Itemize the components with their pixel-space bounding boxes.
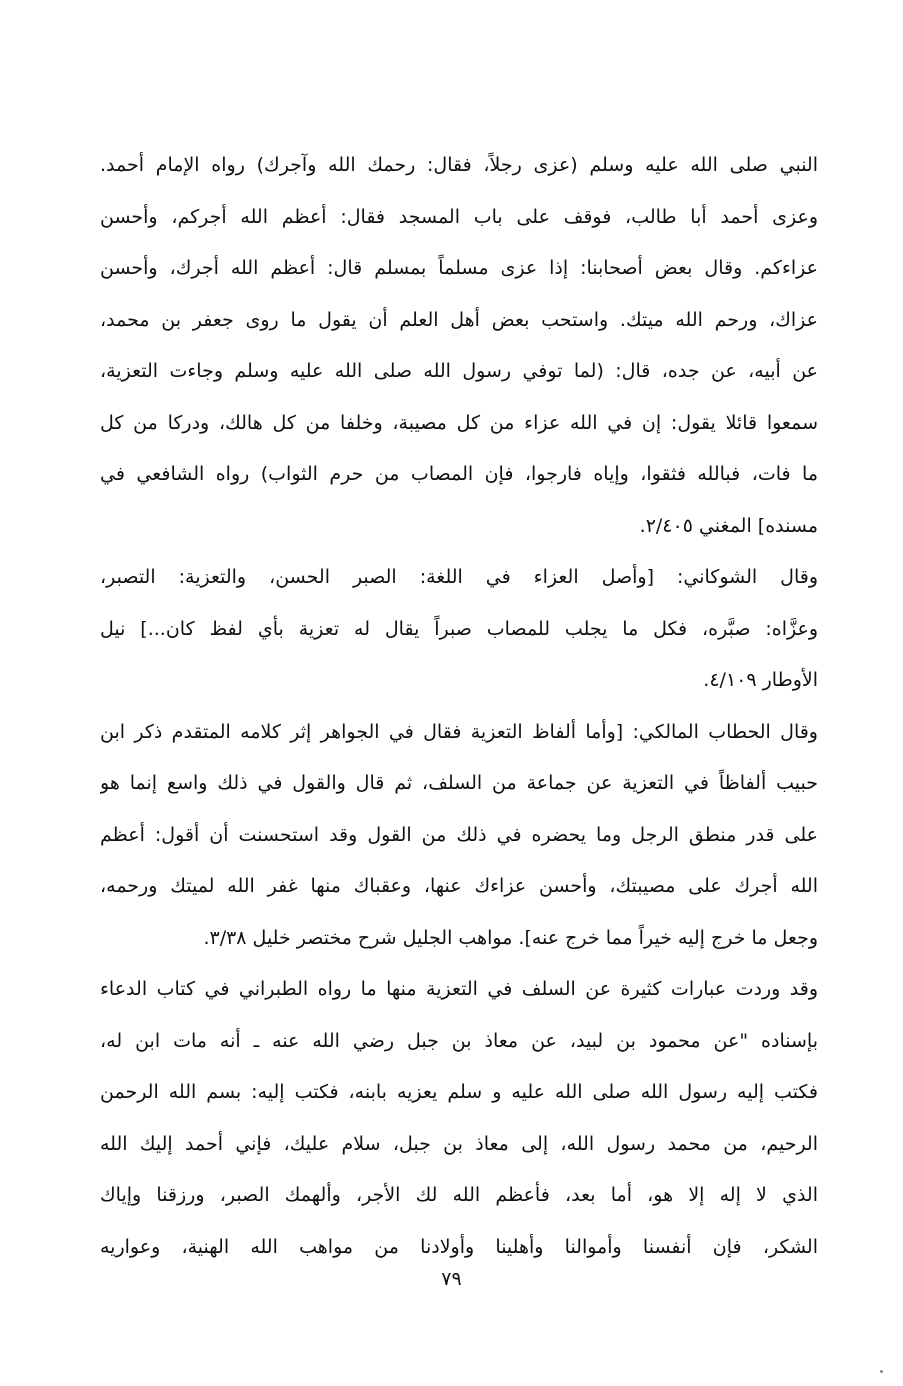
text-line: الذي لا إله إلا هو، أما بعد، فأعظم الله لك الأجر، وألهمك الصبر، ورزقنا وإياك (100, 1184, 818, 1206)
text-line: الله أجرك على مصيبتك، وأحسن عزاءك عنها، وعقباك منها غفر الله لميتك ورحمه، (100, 875, 818, 897)
text-line: وقال الشوكاني: [وأصل العزاء في اللغة: الصبر الحسن، والتعزية: التصبر، (100, 566, 818, 588)
text-line: على قدر منطق الرجل وما يحضره في ذلك من القول وقد استحسنت أن أقول: أعظم (100, 823, 818, 846)
body-text (100, 140, 818, 1273)
text-line: النبي صلى الله عليه وسلم (عزى رجلاً، فقال: رحمك الله وآجرك) رواه الإمام أحمد. (100, 154, 818, 176)
text-line: وعزَّاه: صبَّره، فكل ما يجلب للمصاب صبراً يقال له تعزية بأي لفظ كان...] نيل (100, 617, 818, 640)
page-number: ٧٩ (441, 1268, 462, 1290)
scan-speck (880, 1370, 883, 1373)
text-line: ما فات، فبالله فثقوا، وإياه فارجوا، فإن المصاب من حرم الثواب) رواه الشافعي في (100, 463, 818, 485)
text-line: بإسناده "عن محمود بن لبيد، عن معاذ بن جبل رضي الله عنه ـ أنه مات ابن له، (100, 1029, 818, 1052)
text-line: وقال الحطاب المالكي: [وأما ألفاظ التعزية فقال في الجواهر إثر كلامه المتقدم ذكر ابن (100, 720, 818, 743)
text-line: حبيب ألفاظاً في التعزية عن جماعة من السلف، ثم قال والقول في ذلك واسع إنما هو (100, 772, 818, 794)
text-line: وقد وردت عبارات كثيرة عن السلف في التعزية منها ما رواه الطبراني في كتاب الدعاء (100, 978, 818, 1000)
text-line: وعزى أحمد أبا طالب، فوقف على باب المسجد فقال: أعظم الله أجركم، وأحسن (100, 205, 818, 228)
text-line: الأوطار ٤/١٠٩. (703, 669, 818, 691)
text-line: عزاك، ورحم الله ميتك. واستحب بعض أهل العلم أن يقول ما روى جعفر بن محمد، (100, 308, 818, 331)
text-line: عزاءكم. وقال بعض أصحابنا: إذا عزى مسلماً بمسلم قال: أعظم الله أجرك، وأحسن (100, 257, 818, 279)
text-line: وجعل ما خرج إليه خيراً مما خرج عنه]. مواهب الجليل شرح مختصر خليل ٣/٣٨. (203, 926, 818, 949)
text-line: فكتب إليه رسول الله صلى الله عليه و سلم يعزيه بابنه، فكتب إليه: بسم الله الرحمن (100, 1081, 818, 1103)
text-line: الشكر، فإن أنفسنا وأموالنا وأهلينا وأولادنا من مواهب الله الهنية، وعواريه (100, 1235, 818, 1258)
text-line: الرحيم، من محمد رسول الله، إلى معاذ بن جبل، سلام عليك، فإني أحمد إليك الله (100, 1132, 818, 1155)
text-line: مسنده] المغني ٢/٤٠٥. (639, 514, 818, 537)
text-line: سمعوا قائلا يقول: إن في الله عزاء من كل مصيبة، وخلفا من كل هالك، ودركا من كل (100, 411, 818, 434)
text-line: عن أبيه، عن جده، قال: (لما توفي رسول الله صلى الله عليه وسلم وجاءت التعزية، (100, 360, 818, 382)
